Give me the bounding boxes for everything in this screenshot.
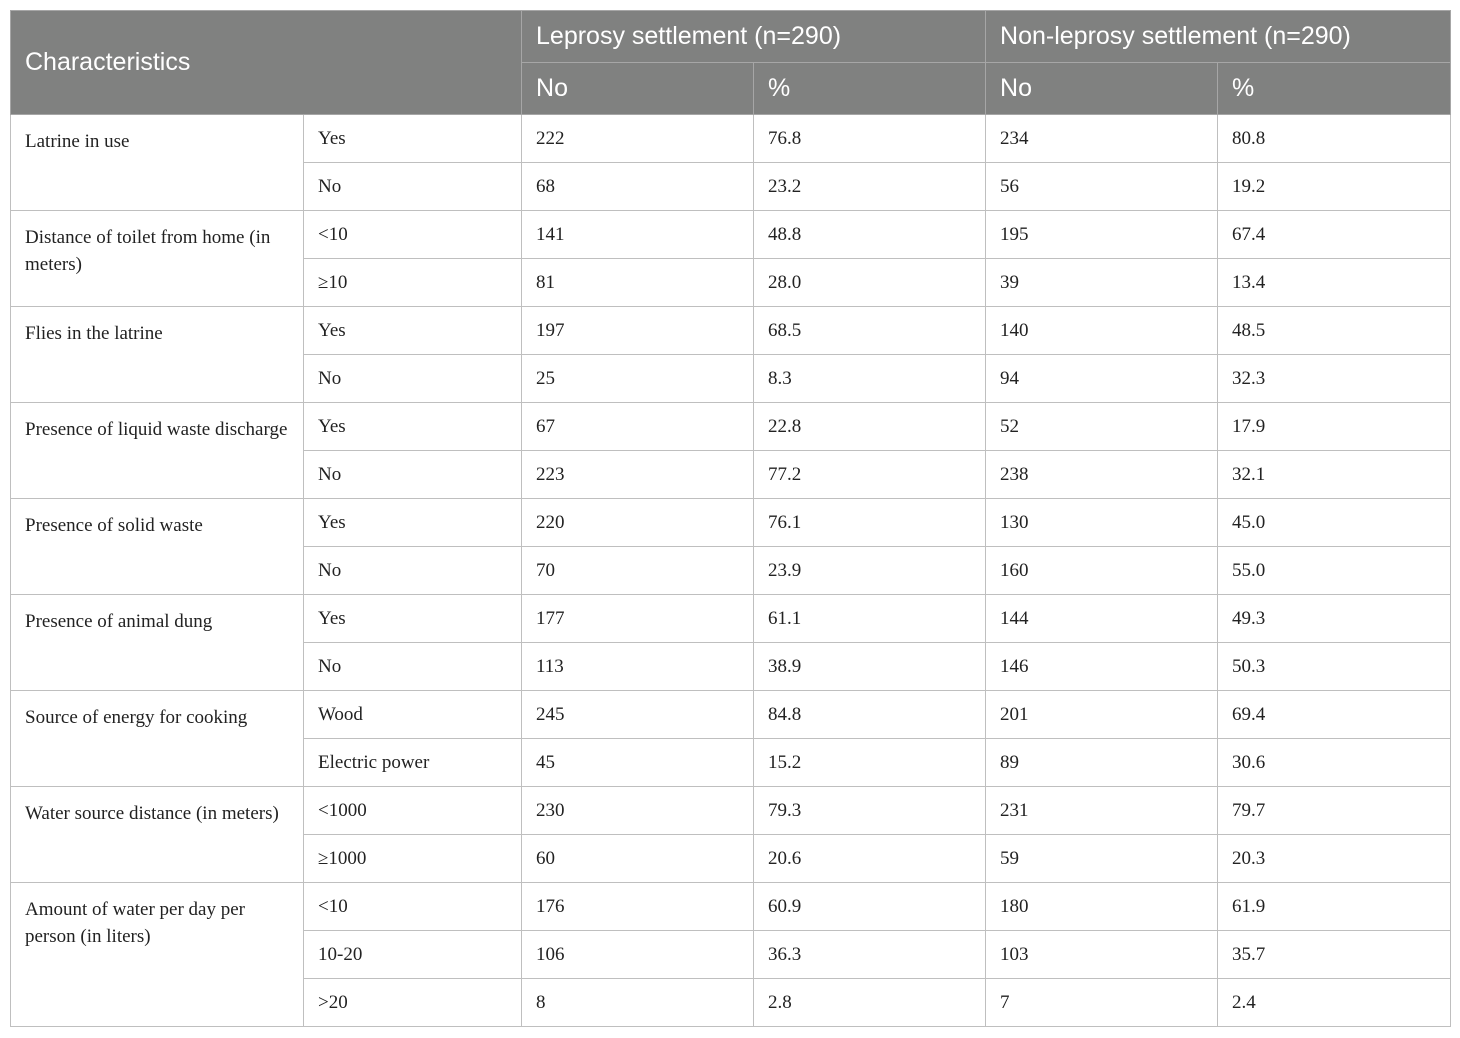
leprosy-percent-cell: 68.5: [754, 307, 986, 355]
non-leprosy-percent-cell: 48.5: [1218, 307, 1451, 355]
category-cell: Yes: [304, 115, 522, 163]
leprosy-percent-cell: 15.2: [754, 739, 986, 787]
header-leprosy-percent: %: [754, 63, 986, 115]
characteristic-label: Amount of water per day per person (in liters): [11, 883, 304, 1027]
leprosy-no-cell: 230: [522, 787, 754, 835]
leprosy-percent-cell: 38.9: [754, 643, 986, 691]
non-leprosy-percent-cell: 32.3: [1218, 355, 1451, 403]
category-cell: Yes: [304, 307, 522, 355]
table-header: [11, 11, 1451, 115]
leprosy-no-cell: 197: [522, 307, 754, 355]
table-row: [11, 691, 1451, 739]
leprosy-no-cell: 25: [522, 355, 754, 403]
leprosy-percent-cell: 20.6: [754, 835, 986, 883]
non-leprosy-no-cell: 59: [986, 835, 1218, 883]
non-leprosy-percent-cell: 69.4: [1218, 691, 1451, 739]
header-non-leprosy-percent: %: [1218, 63, 1451, 115]
non-leprosy-no-cell: 201: [986, 691, 1218, 739]
leprosy-no-cell: 70: [522, 547, 754, 595]
non-leprosy-percent-cell: 67.4: [1218, 211, 1451, 259]
non-leprosy-percent-cell: 13.4: [1218, 259, 1451, 307]
non-leprosy-percent-cell: 35.7: [1218, 931, 1451, 979]
non-leprosy-percent-cell: 50.3: [1218, 643, 1451, 691]
non-leprosy-no-cell: 146: [986, 643, 1218, 691]
non-leprosy-no-cell: 231: [986, 787, 1218, 835]
non-leprosy-percent-cell: 45.0: [1218, 499, 1451, 547]
category-cell: No: [304, 451, 522, 499]
category-cell: ≥1000: [304, 835, 522, 883]
leprosy-percent-cell: 77.2: [754, 451, 986, 499]
non-leprosy-no-cell: 140: [986, 307, 1218, 355]
leprosy-no-cell: 141: [522, 211, 754, 259]
leprosy-percent-cell: 76.1: [754, 499, 986, 547]
characteristic-label: Presence of animal dung: [11, 595, 304, 691]
non-leprosy-percent-cell: 30.6: [1218, 739, 1451, 787]
non-leprosy-percent-cell: 2.4: [1218, 979, 1451, 1027]
leprosy-no-cell: 113: [522, 643, 754, 691]
table-row: [11, 115, 1451, 163]
leprosy-no-cell: 177: [522, 595, 754, 643]
category-cell: No: [304, 355, 522, 403]
non-leprosy-no-cell: 103: [986, 931, 1218, 979]
non-leprosy-no-cell: 238: [986, 451, 1218, 499]
non-leprosy-no-cell: 180: [986, 883, 1218, 931]
category-cell: Wood: [304, 691, 522, 739]
leprosy-percent-cell: 22.8: [754, 403, 986, 451]
header-leprosy-settlement: Leprosy settlement (n=290): [522, 11, 986, 63]
non-leprosy-no-cell: 144: [986, 595, 1218, 643]
category-cell: Yes: [304, 595, 522, 643]
category-cell: No: [304, 547, 522, 595]
non-leprosy-percent-cell: 32.1: [1218, 451, 1451, 499]
characteristic-label: Presence of solid waste: [11, 499, 304, 595]
non-leprosy-no-cell: 7: [986, 979, 1218, 1027]
characteristic-label: Flies in the latrine: [11, 307, 304, 403]
non-leprosy-percent-cell: 19.2: [1218, 163, 1451, 211]
header-characteristics: Characteristics: [11, 11, 522, 115]
leprosy-percent-cell: 76.8: [754, 115, 986, 163]
leprosy-no-cell: 67: [522, 403, 754, 451]
non-leprosy-percent-cell: 49.3: [1218, 595, 1451, 643]
characteristic-label: Source of energy for cooking: [11, 691, 304, 787]
leprosy-no-cell: 220: [522, 499, 754, 547]
category-cell: <10: [304, 211, 522, 259]
table-row: [11, 595, 1451, 643]
leprosy-percent-cell: 84.8: [754, 691, 986, 739]
non-leprosy-no-cell: 39: [986, 259, 1218, 307]
non-leprosy-percent-cell: 20.3: [1218, 835, 1451, 883]
non-leprosy-percent-cell: 79.7: [1218, 787, 1451, 835]
header-leprosy-no: No: [522, 63, 754, 115]
header-non-leprosy-settlement: Non-leprosy settlement (n=290): [986, 11, 1451, 63]
leprosy-percent-cell: 48.8: [754, 211, 986, 259]
leprosy-no-cell: 81: [522, 259, 754, 307]
leprosy-no-cell: 45: [522, 739, 754, 787]
non-leprosy-percent-cell: 55.0: [1218, 547, 1451, 595]
table-row: [11, 403, 1451, 451]
category-cell: <1000: [304, 787, 522, 835]
non-leprosy-no-cell: 130: [986, 499, 1218, 547]
leprosy-no-cell: 60: [522, 835, 754, 883]
leprosy-percent-cell: 36.3: [754, 931, 986, 979]
category-cell: No: [304, 643, 522, 691]
table-row: [11, 787, 1451, 835]
non-leprosy-percent-cell: 80.8: [1218, 115, 1451, 163]
characteristic-label: Water source distance (in meters): [11, 787, 304, 883]
category-cell: Yes: [304, 403, 522, 451]
category-cell: >20: [304, 979, 522, 1027]
leprosy-no-cell: 222: [522, 115, 754, 163]
leprosy-percent-cell: 2.8: [754, 979, 986, 1027]
leprosy-no-cell: 245: [522, 691, 754, 739]
table-row: [11, 307, 1451, 355]
leprosy-percent-cell: 79.3: [754, 787, 986, 835]
leprosy-no-cell: 176: [522, 883, 754, 931]
leprosy-no-cell: 106: [522, 931, 754, 979]
leprosy-percent-cell: 61.1: [754, 595, 986, 643]
non-leprosy-no-cell: 94: [986, 355, 1218, 403]
non-leprosy-no-cell: 160: [986, 547, 1218, 595]
header-non-leprosy-no: No: [986, 63, 1218, 115]
non-leprosy-no-cell: 56: [986, 163, 1218, 211]
characteristic-label: Distance of toilet from home (in meters): [11, 211, 304, 307]
characteristics-table: [10, 10, 1451, 1027]
leprosy-percent-cell: 28.0: [754, 259, 986, 307]
table-row: [11, 499, 1451, 547]
category-cell: Electric power: [304, 739, 522, 787]
characteristic-label: Latrine in use: [11, 115, 304, 211]
table-row: [11, 883, 1451, 931]
leprosy-no-cell: 223: [522, 451, 754, 499]
leprosy-percent-cell: 60.9: [754, 883, 986, 931]
leprosy-no-cell: 8: [522, 979, 754, 1027]
category-cell: <10: [304, 883, 522, 931]
leprosy-percent-cell: 8.3: [754, 355, 986, 403]
table-body: [11, 115, 1451, 1027]
leprosy-no-cell: 68: [522, 163, 754, 211]
non-leprosy-percent-cell: 61.9: [1218, 883, 1451, 931]
non-leprosy-percent-cell: 17.9: [1218, 403, 1451, 451]
category-cell: Yes: [304, 499, 522, 547]
category-cell: ≥10: [304, 259, 522, 307]
non-leprosy-no-cell: 195: [986, 211, 1218, 259]
non-leprosy-no-cell: 89: [986, 739, 1218, 787]
category-cell: 10-20: [304, 931, 522, 979]
non-leprosy-no-cell: 234: [986, 115, 1218, 163]
category-cell: No: [304, 163, 522, 211]
table-row: [11, 211, 1451, 259]
characteristic-label: Presence of liquid waste discharge: [11, 403, 304, 499]
leprosy-percent-cell: 23.9: [754, 547, 986, 595]
leprosy-percent-cell: 23.2: [754, 163, 986, 211]
non-leprosy-no-cell: 52: [986, 403, 1218, 451]
